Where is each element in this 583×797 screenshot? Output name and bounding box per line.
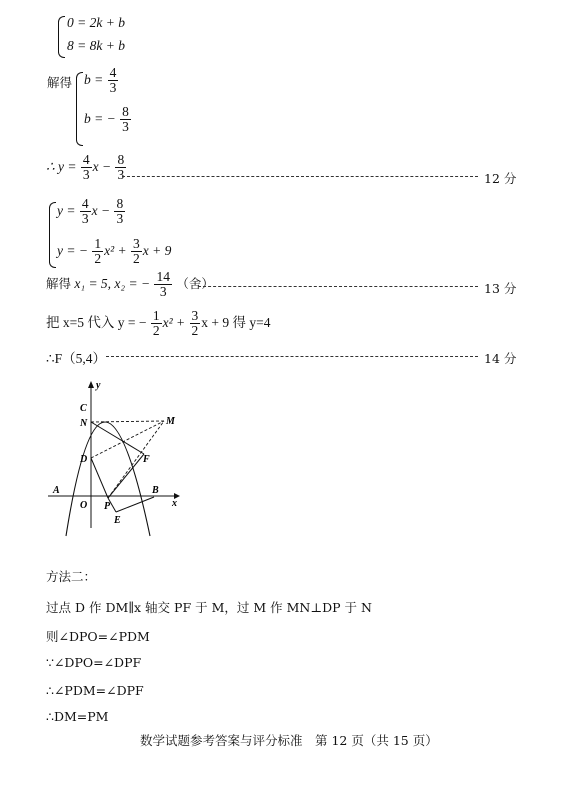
label-A: A xyxy=(53,485,60,496)
line12-expr xyxy=(46,153,127,182)
geometry-figure xyxy=(44,378,184,538)
solve1-b2-frac xyxy=(120,105,131,134)
label-O: O xyxy=(80,500,88,511)
brace-system1 xyxy=(58,16,65,58)
brace-solve1 xyxy=(76,72,83,146)
label-C: C xyxy=(80,403,87,414)
line13-score: 13 分 xyxy=(484,281,517,296)
substitute-mid: x² + xyxy=(162,314,186,330)
line14-leader xyxy=(106,356,478,357)
system2-eq2-mid: x² + xyxy=(104,242,127,258)
line13-f-num: 14 xyxy=(156,269,170,284)
segment-PF xyxy=(108,454,144,498)
solve1-b1-frac xyxy=(108,66,119,95)
method2-step4: ∴∠PDM=∠DPF xyxy=(46,683,144,698)
label-y: y xyxy=(96,380,101,391)
solve1-b2-num: 8 xyxy=(122,104,129,119)
system2-eq1-f1-den: 3 xyxy=(81,211,89,227)
solve1-b2-lhs: b = − xyxy=(84,110,116,126)
line14-text: ∴F（5,4） xyxy=(46,351,106,366)
label-M: M xyxy=(166,416,175,427)
system2-eq2-frac1 xyxy=(92,237,103,266)
method2-title: 方法二： xyxy=(46,569,97,584)
parabola-curve xyxy=(66,422,150,536)
line13-f-den: 3 xyxy=(159,284,167,300)
line12-f2-num: 8 xyxy=(117,152,125,167)
substitute-line xyxy=(46,309,270,338)
system2-eq2 xyxy=(57,237,171,266)
substitute-f1-den: 2 xyxy=(152,323,160,339)
solve1-b2-den: 3 xyxy=(122,119,129,135)
system2-eq1 xyxy=(57,197,126,226)
system2-eq2-tail: x + 9 xyxy=(142,242,172,258)
segment-NF xyxy=(91,422,144,454)
label-B: B xyxy=(152,485,159,496)
substitute-tail: x + 9 得 y=4 xyxy=(201,314,271,330)
solve1-label: 解得 xyxy=(47,75,73,90)
substitute-f2-num: 3 xyxy=(191,308,199,323)
system2-eq2-f2-den: 2 xyxy=(133,251,140,267)
system2-eq1-f1-num: 4 xyxy=(81,196,89,211)
line13-leader xyxy=(198,286,478,287)
line12-prefix: ∴ y = xyxy=(46,158,77,174)
substitute-frac1 xyxy=(151,309,162,338)
system1-eq1: 0 = 2k + b xyxy=(67,15,125,30)
system2-eq2-frac2 xyxy=(131,237,142,266)
line13-note: （舍） xyxy=(176,276,214,291)
line12-f2-den: 3 xyxy=(117,167,125,183)
line12-f1-num: 4 xyxy=(82,152,90,167)
system2-eq2-f1-den: 2 xyxy=(94,251,102,267)
line12-f1-den: 3 xyxy=(82,167,90,183)
substitute-f1-num: 1 xyxy=(152,308,160,323)
solve1-b1 xyxy=(84,66,119,95)
system2-eq1-f2-den: 3 xyxy=(116,211,124,227)
system2-eq1-lhs: y = xyxy=(57,202,76,218)
line13-roots: x₁ = 5, x₂ = − xyxy=(74,275,151,291)
line12-frac2 xyxy=(115,153,126,182)
system2-eq2-f1-num: 1 xyxy=(94,236,102,251)
line13-expr xyxy=(46,270,214,299)
y-axis-arrow xyxy=(88,381,94,388)
system2-eq1-frac1 xyxy=(80,197,91,226)
system2-eq1-f2-num: 8 xyxy=(116,196,124,211)
label-P: P xyxy=(104,501,111,512)
substitute-prefix: 把 x=5 代入 y = − xyxy=(46,314,147,330)
brace-system2 xyxy=(49,202,56,268)
solve1-b2 xyxy=(84,105,132,134)
substitute-frac2 xyxy=(190,309,201,338)
label-D: D xyxy=(80,454,88,465)
line13-frac xyxy=(154,270,172,299)
substitute-f2-den: 2 xyxy=(191,323,199,339)
method2-step5: ∴DM=PM xyxy=(46,709,109,724)
system2-eq1-mid: x − xyxy=(91,202,111,218)
system2-eq2-lhs: y = − xyxy=(57,242,88,258)
system1-eq2: 8 = 8k + b xyxy=(67,38,125,53)
segment-DP xyxy=(91,458,108,498)
label-E: E xyxy=(114,515,121,526)
line13-label: 解得 xyxy=(46,276,72,291)
line12-score: 12 分 xyxy=(484,171,517,186)
line12-leader xyxy=(122,176,478,177)
label-N: N xyxy=(80,418,88,429)
method2-step2: 则∠DPO=∠PDM xyxy=(46,629,150,644)
label-x: x xyxy=(172,498,177,509)
method2-step1: 过点 D 作 DM∥x 轴交 PF 于 M，过 M 作 MN⊥DP 于 N xyxy=(46,600,372,615)
page-footer: 数学试题参考答案与评分标准 第 12 页（共 15 页） xyxy=(140,733,438,748)
line12-frac1 xyxy=(81,153,92,182)
system2-eq1-frac2 xyxy=(114,197,125,226)
segment-NM xyxy=(91,421,164,422)
line12-mid: x − xyxy=(92,158,112,174)
segment-EB xyxy=(116,497,154,512)
line14-score: 14 分 xyxy=(484,351,517,366)
solve1-b1-lhs: b = xyxy=(84,71,104,87)
label-F: F xyxy=(143,454,150,465)
method2-step3: ∵∠DPO=∠DPF xyxy=(46,655,142,670)
system2-eq2-f2-num: 3 xyxy=(133,236,140,251)
solve1-b1-num: 4 xyxy=(109,65,117,80)
solve1-b1-den: 3 xyxy=(109,80,117,96)
